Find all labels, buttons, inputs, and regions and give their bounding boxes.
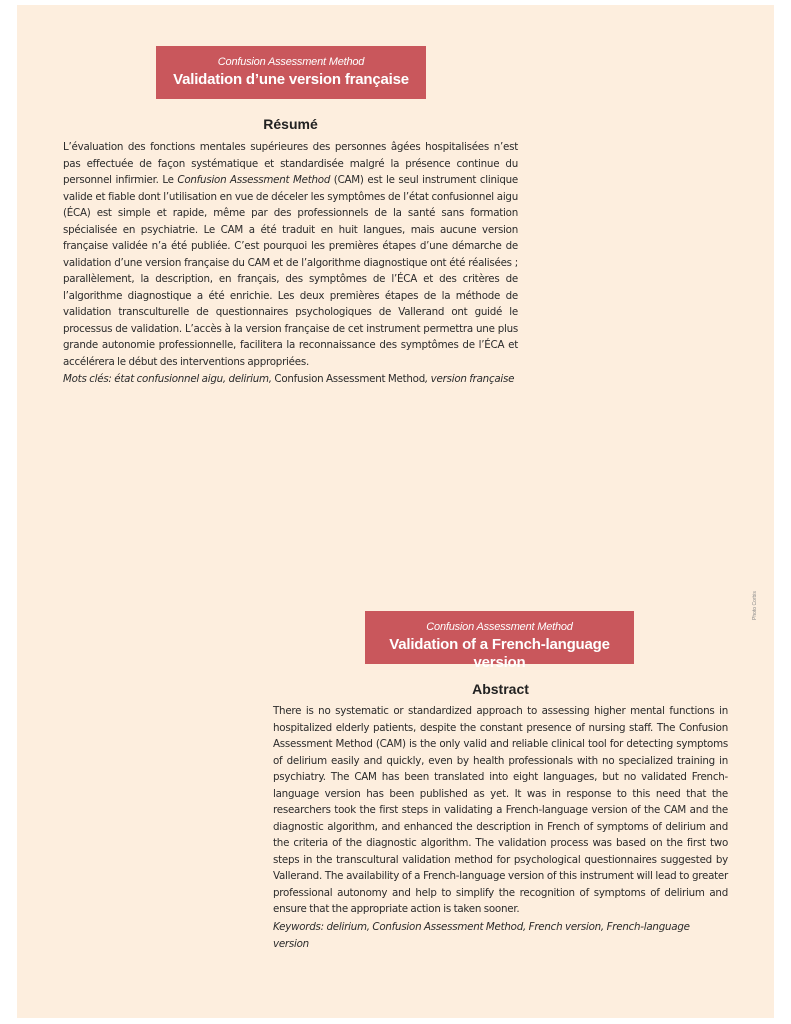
resume-text-part1: L’évaluation des fonctions mentales supérieures des personnes âgées hospitalisées n’est pas effectuée de façon systématique et standardisée malgré la présence continue du personnel infirmier. Le (63, 141, 518, 186)
resume-heading: Résumé (263, 116, 318, 132)
resume-cam-term: Confusion Assessment Method (177, 174, 331, 186)
french-banner-subtitle: Confusion Assessment Method (217, 56, 365, 68)
french-keywords-part3: , version française (425, 373, 515, 385)
resume-paragraph (63, 139, 518, 370)
french-keywords (63, 371, 533, 388)
resume-text-part2: (CAM) est le seul instrument clinique valide et fiable dont l’utilisation en vue de déceler les symptômes de l’état confusionnel aigu (ÉCA) est simple et rapide, même par des professionnels de la santé sans formation spécialisée en psychiatrie. Le CAM a été traduit en huit langues, mais aucune version française validée n’a été publiée. C’est pourquoi les premières étapes d’une démarche de validation d’une version française du CAM et de l’algorithme diagnostique ont été réalisées ; parallèlement, la description, en français, des symptômes de l’ÉCA et des critères de l’algorithme diagnostique a été enrichie. Les deux premières étapes de la méthode de validation transculturelle de questionnaires psychologiques de Vallerand ont guidé le processus de validation. L’accès à la version française de cet instrument permettra une plus grande autonomie professionnelle, facilitera la reconnaissance des symptômes de l’ÉCA et accélérera le début des interventions appropriées. (63, 174, 518, 368)
english-title-banner (365, 611, 634, 671)
french-title-banner (156, 46, 426, 99)
english-keywords: Keywords: delirium, Confusion Assessment Method, French version, French-language version (273, 921, 690, 950)
french-banner-title: Validation d’une version française (173, 71, 409, 88)
french-keywords-part1: Mots clés: état confusionnel aigu, delirium, (63, 373, 275, 385)
abstract-heading: Abstract (472, 681, 529, 697)
french-keywords-part2: Confusion Assessment Method (274, 373, 426, 385)
english-banner-subtitle: Confusion Assessment Method (426, 621, 573, 633)
abstract-paragraph: There is no systematic or standardized approach to assessing higher mental functions in hospitalized elderly patients, despite the constant presence of nursing staff. The Confusion Assessment Method (CAM) is the only valid and reliable clinical tool for detecting symptoms of delirium easily and quickly, even by health professionals with no specialized training in psychiatry. The CAM has been translated into eight languages, but no validated French-language version has been published as yet. It was in response to this need that the researchers took the first steps in validating a French-language version of the CAM and the diagnostic algorithm, and enhanced the description in French of symptoms of delirium and the criteria of the diagnostic algorithm. The validation process was based on the first two steps in the transcultural validation method for psychological questionnaires suggested by Vallerand. The availability of a French-language version of this instrument will lead to greater professional autonomy and help to simplify the recognition of symptoms of delirium and ensure that the appropriate action is taken sooner. (273, 705, 728, 915)
photo-credit: Photo Corbis (752, 591, 758, 620)
english-banner-title: Validation of a French-language version (389, 636, 610, 671)
